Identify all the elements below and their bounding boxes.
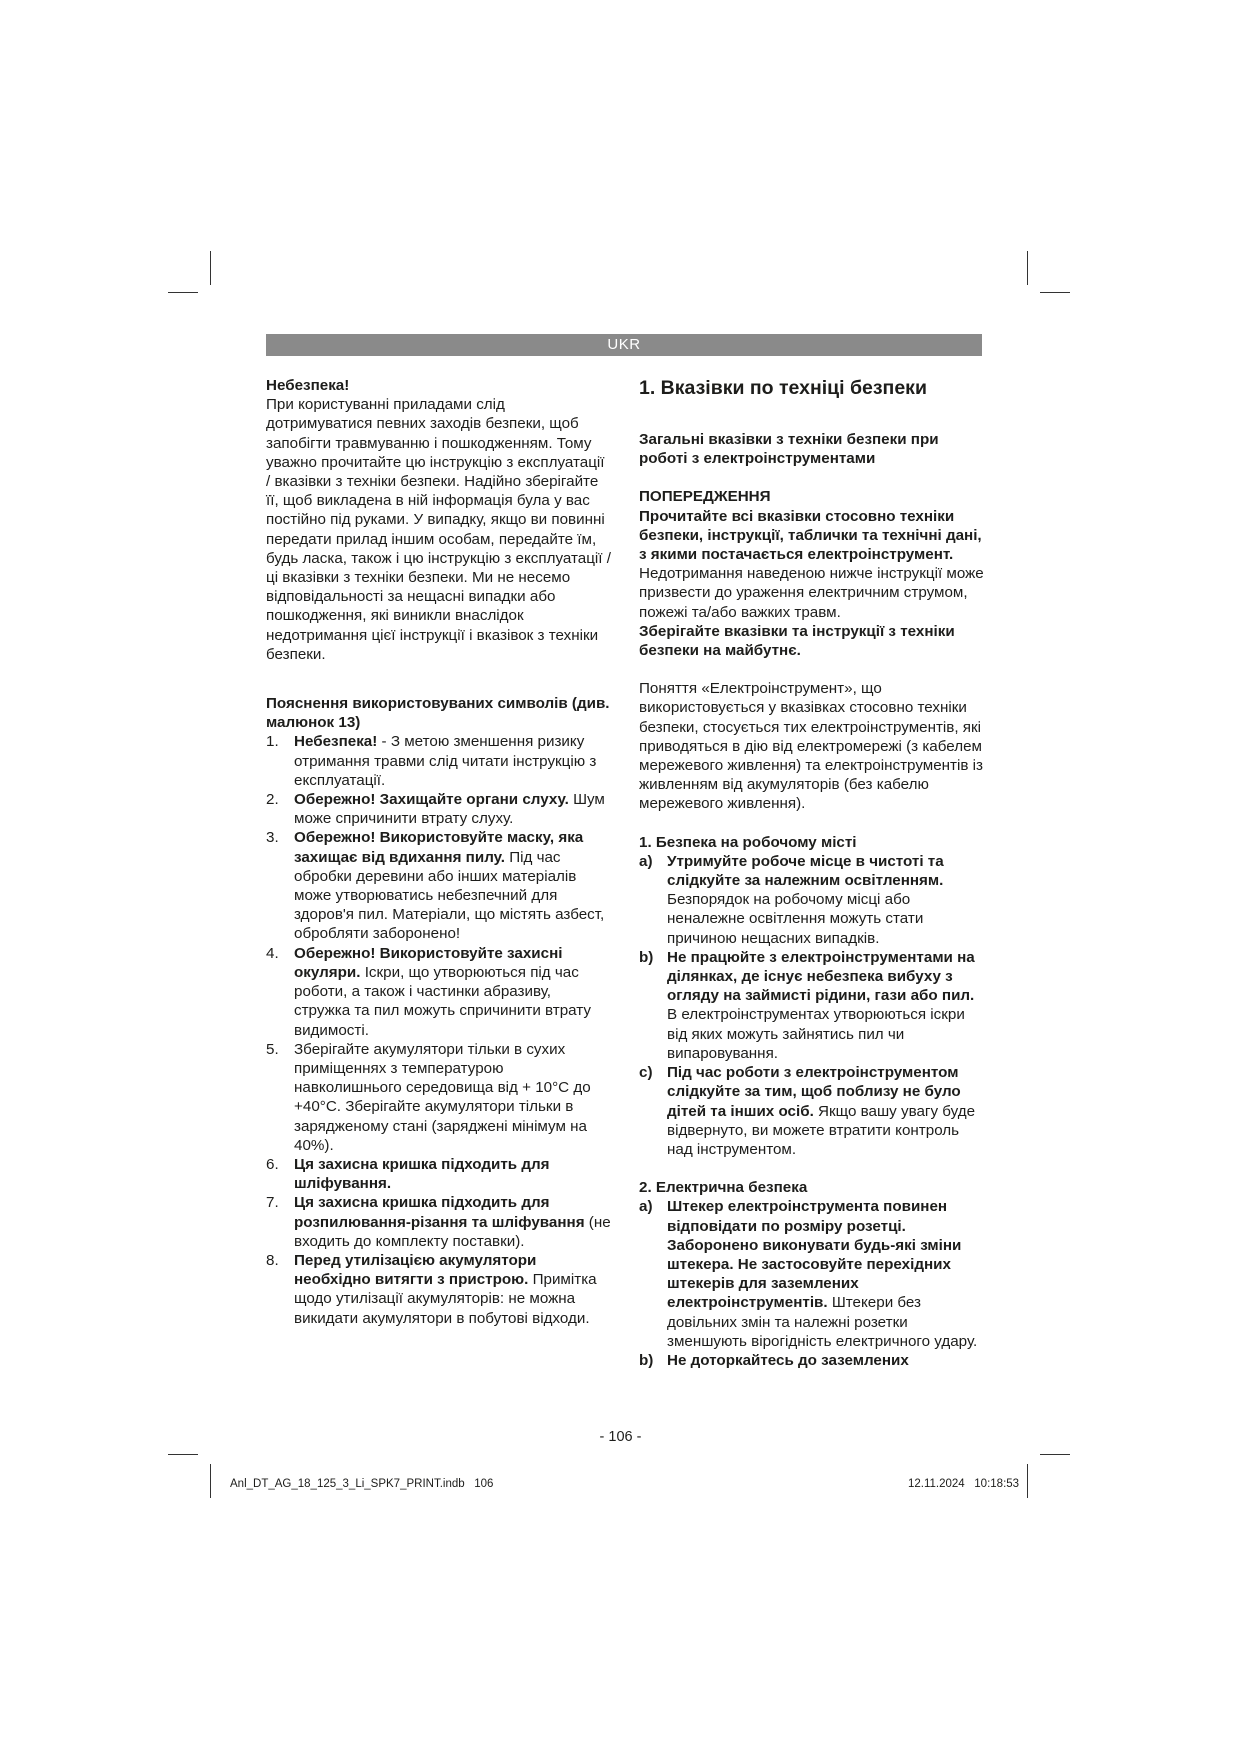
list-item: 8. Перед утилізацією акумулятори необхідно витягти з пристрою. Примітка щодо утилізації акумуляторів: не можна викидати акумулятори в побутові відходи. — [266, 1251, 597, 1327]
crop-mark — [1040, 292, 1070, 293]
language-bar: UKR — [266, 334, 982, 356]
workplace-safety-list — [639, 852, 984, 1159]
list-item: b) Не доторкайтесь до заземлених — [639, 1351, 909, 1369]
list-item: 1. Небезпека! - З метою зменшення ризику отримання травми слід читати інструкцію з експлуатації. — [266, 733, 597, 789]
symbols-list — [266, 732, 611, 1327]
crop-mark — [1040, 1454, 1070, 1455]
list-item: 7. Ця захисна кришка підходить для розпилювання-різання та шліфування (не входить до комплекту поставки). — [266, 1194, 611, 1250]
crop-mark — [168, 292, 198, 293]
crop-mark — [1027, 251, 1028, 285]
section-title: 1. Вказівки по техніці безпеки — [639, 377, 927, 399]
list-item: a) Штекер електроінструмента повинен відповідати по розміру розетці. Заборонено виконувати будь-які зміни штекера. Не застосовуйте перехідних штекерів для заземлених електроінструментів. Штекери без довільних змін та належні розетки зменшують вірогідність електричного удару. — [639, 1198, 978, 1350]
list-item: c) Під час роботи з електроінструментом слідкуйте за тим, щоб поблизу не було дітей та інших осіб. Якщо вашу увагу буде відвернуто, ви можете втратити контроль над інструментом. — [639, 1064, 976, 1158]
electrical-safety-heading: 2. Електрична безпека — [639, 1179, 808, 1197]
warning-heading: ПОПЕРЕДЖЕННЯ — [639, 488, 771, 506]
crop-mark — [1027, 1464, 1028, 1498]
intro-paragraph: При користуванні приладами слід дотримуватися певних заходів безпеки, щоб запобігти травмуванню і пошкодженням. Тому уважно прочитайте цю інструкцію з експлуатації / вказівки з техніки безпеки. Надійно зберігайте її, щоб викладена в ній інформація була у вас постійно під руками. У випадку, якщо ви повинні передати прилад іншим особам, передайте їм, будь ласка, також і цю інструкцію з експлуатації / ці вказівки з техніки безпеки. Ми не несемо відповідальності за нещасні випадки або пошкодження, які виникли внаслідок недотримання цієї інструкції і вказівок з техніки безпеки. — [266, 396, 611, 663]
keep-instructions: Зберігайте вказівки та інструкції з техніки безпеки на майбутнє. — [639, 622, 955, 660]
list-item: 2. Обережно! Захищайте органи слуху. Шум може спричинити втрату слуху. — [266, 791, 605, 828]
danger-heading: Небезпека! — [266, 377, 350, 394]
concept-paragraph: Поняття «Електроінструмент», що використовується у вказівках стосовно техніки безпеки, стосується тих електроінструментів, які приводяться в дію від електромережі (з кабелем мережевого живлення) та електроінструментів із живленням від акумуляторів (без кабелю мережевого живлення). — [639, 680, 983, 813]
right-column — [639, 376, 984, 1370]
list-item: 6. Ця захисна кришка підходить для шліфування. — [266, 1155, 550, 1193]
warning-paragraph: Прочитайте всі вказівки стосовно техніки безпеки, інструкції, таблички та технічні дані, з якими постачається електроінструмент. Недотримання наведеною нижче інструкції може призвести до ураження електричним струмом, пожежі та/або важких травм. — [639, 507, 984, 621]
footer-timestamp: 12.11.2024 10:18:53 — [908, 1478, 1020, 1490]
list-item: a) Утримуйте робоче місце в чистоті та слідкуйте за належним освітленням. Безпорядок на робочому місці або неналежне освітлення можуть стати причиною нещасних випадків. — [639, 852, 944, 947]
page-number: - 106 - — [599, 1429, 642, 1445]
crop-mark — [210, 1464, 211, 1498]
list-item: b) Не працюйте з електроінструментами на ділянках, де існує небезпека вибуху з огляду на займисті рідини, гази або пил. В електроінструментах утворюються іскри від яких можуть зайнятись пил чи випаровування. — [639, 948, 975, 1062]
list-item: 4. Обережно! Використовуйте захисні окуляри. Іскри, що утворюються під час роботи, а також і частинки абразиву, стружка та пил можуть спричинити втрату видимості. — [266, 944, 592, 1039]
workplace-safety-heading: 1. Безпека на робочому місті — [639, 833, 857, 851]
crop-mark — [168, 1454, 198, 1455]
symbols-heading: Пояснення використовуваних символів (див. малюнок 13) — [266, 695, 610, 732]
list-item: 5. Зберігайте акумулятори тільки в сухих приміщеннях з температурою навколишнього середовища від + 10°C до +40°C. Зберігайте акумулятори тільки в зарядженому стані (заряджені мінімум на 40%). — [266, 1040, 591, 1154]
general-heading: Загальні вказівки з техніки безпеки при роботі з електроінструментами — [639, 431, 939, 468]
list-item: 3. Обережно! Використовуйте маску, яка захищає від вдихання пилу. Під час обробки деревини або інших матеріалів може утворюватись небезпечний для здоров'я пил. Матеріали, що містять азбест, обробляти заборонено! — [266, 829, 605, 943]
crop-mark — [210, 251, 211, 285]
footer-filename: Anl_DT_AG_18_125_3_Li_SPK7_PRINT.indb 106 — [230, 1478, 494, 1490]
left-column — [266, 376, 611, 1328]
electrical-safety-list — [639, 1197, 984, 1370]
